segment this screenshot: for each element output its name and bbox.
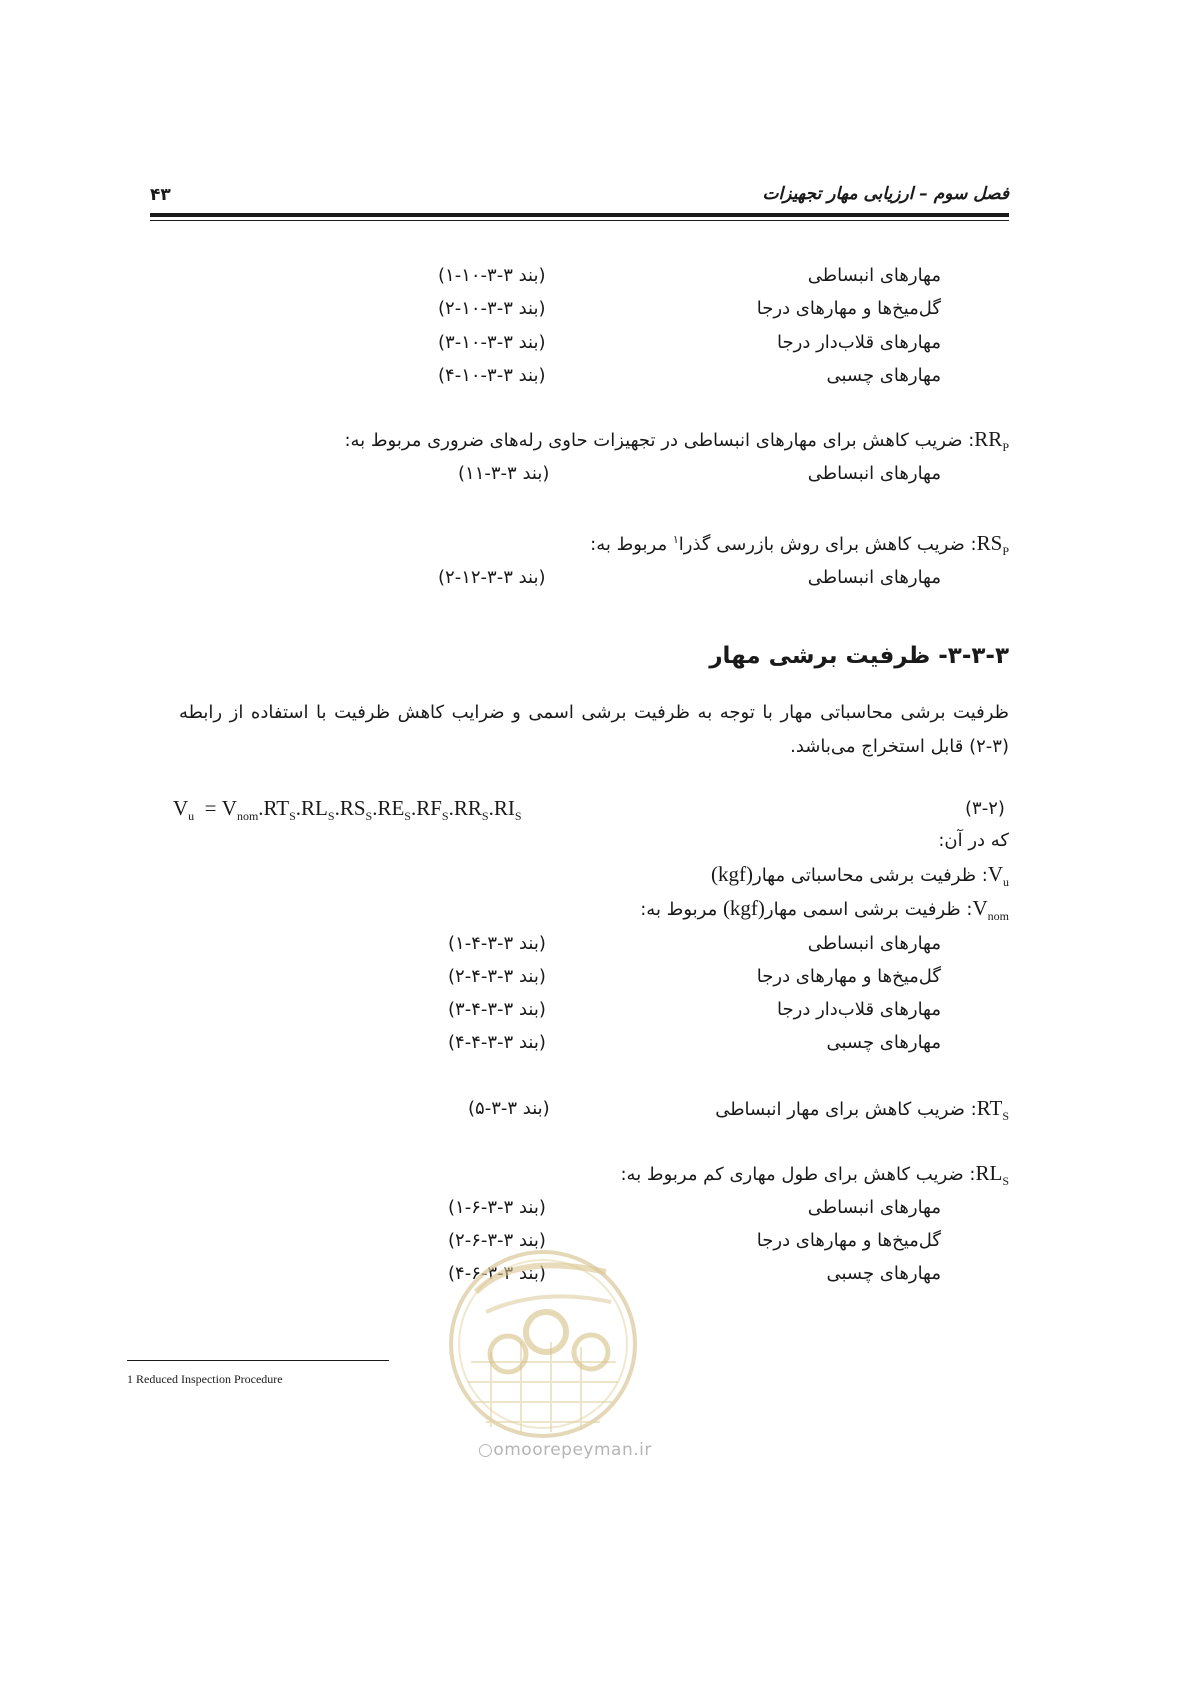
rs-description: : ضریب کاهش برای روش بازرسی گذرا [678, 534, 977, 555]
vu-subscript: u [1003, 875, 1009, 889]
list-item-ref: (بند ۳-۳-۴-۳) [448, 999, 546, 1020]
rs-symbol: RS [976, 531, 1003, 555]
watermark-url [478, 1440, 652, 1460]
list-item-ref: (بند ۳-۳-۱۰-۲) [438, 298, 546, 319]
rr-definition [344, 427, 1009, 459]
eq-dot: . [488, 796, 494, 820]
section-paragraph: ظرفیت برشی محاسباتی مهار با توجه به ظرفیت برشی اسمی و ضرایب کاهش ظرفیت با استفاده از رابطه (۳-۲) قابل استخراج می‌باشد. [179, 702, 1009, 757]
rt-subscript: S [1002, 1109, 1009, 1123]
rl-description: : ضریب کاهش برای طول مهاری کم مربوط به: [620, 1164, 976, 1185]
list-item-label: مهارهای قلاب‌دار درجا [777, 999, 941, 1020]
eq-factor-rt: RT [263, 796, 290, 820]
list-item-label: مهارهای قلاب‌دار درجا [777, 332, 941, 353]
eq-dot: . [448, 796, 454, 820]
page-number: ۴۳ [150, 185, 171, 205]
rr-symbol: RR [974, 427, 1003, 451]
eq-factor-sub: S [404, 809, 411, 823]
eq-factors [258, 796, 522, 823]
list-item-ref: (بند ۳-۳-۴-۱) [448, 933, 546, 954]
eq-factor-sub: S [441, 809, 449, 823]
vnom-subscript: nom [987, 909, 1009, 923]
list-item-label: مهارهای انبساطی [807, 567, 941, 588]
list-item-ref: (بند ۳-۳-۱۱) [458, 463, 550, 484]
eq-lhs-sub: u [188, 809, 195, 823]
rl-symbol: RL [975, 1161, 1003, 1185]
footnote-rule [127, 1360, 389, 1361]
footnote-number: 1 [127, 1372, 133, 1386]
rr-description: : ضریب کاهش برای مهارهای انبساطی در تجهیزات حاوی رله‌های ضروری مربوط به: [344, 430, 975, 451]
list-item-label: گل‌میخ‌ها و مهارهای درجا [756, 1230, 941, 1251]
list-item-ref: (بند ۳-۳-۴-۴) [448, 1032, 546, 1053]
eq-factor-sub: S [289, 809, 296, 823]
eq-factor-re: RE [377, 796, 405, 820]
section-heading: ۳-۳-۳- ظرفیت برشی مهار [709, 643, 1009, 669]
watermark-text: omoorepeyman.ir [493, 1440, 652, 1460]
eq-dot: . [295, 796, 302, 820]
eq-factor-rf: RF [416, 796, 442, 820]
list-item-label: مهارهای چسبی [826, 1263, 941, 1284]
eq-dot: . [410, 796, 417, 820]
vu-symbol: V [987, 862, 1003, 886]
vnom-definition [640, 896, 1009, 928]
rt-symbol: RT [976, 1096, 1003, 1120]
eq-factor-rr: RR [453, 796, 482, 820]
rt-definition [715, 1096, 1009, 1128]
eq-factor-sub: S [327, 809, 335, 823]
watermark-logo [446, 1232, 641, 1462]
equation-number: (۳-۲) [965, 798, 1005, 819]
eq-lhs: V [173, 796, 189, 820]
rl-definition [620, 1161, 1009, 1193]
rl-subscript: S [1002, 1174, 1009, 1188]
eq-dot: . [334, 796, 340, 820]
list-item-ref: (بند ۳-۳-۱۰-۱) [438, 265, 546, 286]
vnom-unit: (kgf) [722, 896, 765, 920]
vnom-symbol: V [972, 896, 988, 920]
list-item-label: مهارهای چسبی [826, 365, 941, 386]
list-item-ref: (بند ۳-۳-۶-۴) [448, 1263, 546, 1284]
footnote-marker: ۱ [672, 533, 679, 546]
eq-factor-rl: RL [301, 796, 328, 820]
rr-subscript: P [1002, 440, 1009, 454]
eq-factor-sub: S [514, 809, 522, 823]
eq-dot: . [372, 796, 378, 820]
rt-description: : ضریب کاهش برای مهار انبساطی [715, 1099, 977, 1120]
footnote-text: Reduced Inspection Procedure [136, 1372, 283, 1386]
rt-ref: (بند ۳-۳-۵) [468, 1098, 550, 1119]
eq-vnom: V [221, 796, 237, 820]
eq-vnom-sub: nom [236, 809, 259, 823]
list-item-label: گل‌میخ‌ها و مهارهای درجا [756, 966, 941, 987]
list-item-ref: (بند ۳-۳-۱۲-۲) [438, 567, 546, 588]
globe-icon: ○ [478, 1440, 494, 1460]
footnote [127, 1372, 283, 1387]
list-item-label: مهارهای انبساطی [807, 1197, 941, 1218]
list-item-ref: (بند ۳-۳-۱۰-۴) [438, 365, 546, 386]
equation: $V_u = V_{nom}.RT_S.RL_S.RS_S.RE_S.RF_S.RR_S.RI_S$ [173, 796, 522, 823]
list-item-label: مهارهای انبساطی [807, 933, 941, 954]
eq-factor-rs: RS [339, 796, 366, 820]
list-item-ref: (بند ۳-۳-۴-۲) [448, 966, 546, 987]
eq-factor-sub: S [481, 809, 489, 823]
header-rule-thick [150, 213, 1009, 217]
list-item-label: مهارهای چسبی [826, 1032, 941, 1053]
rs-description-end: مربوط به: [590, 534, 673, 555]
rs-definition [590, 528, 1009, 563]
list-item-label: مهارهای انبساطی [807, 463, 941, 484]
rs-subscript: P [1002, 544, 1009, 558]
chapter-title: فصل سوم – ارزیابی مهار تجهیزات [762, 184, 1009, 204]
list-item-label: گل‌میخ‌ها و مهارهای درجا [756, 298, 941, 319]
header-rule-thin [150, 220, 1009, 221]
eq-factor-ri: RI [493, 796, 515, 820]
vu-description: : ظرفیت برشی محاسباتی مهار [753, 865, 988, 886]
vnom-description: : ظرفیت برشی اسمی مهار [764, 899, 973, 920]
where-text: که در آن: [938, 830, 1009, 851]
eq-factor-sub: S [365, 809, 373, 823]
vu-unit: (kgf) [711, 862, 753, 886]
vu-definition [711, 862, 1009, 894]
list-item-ref: (بند ۳-۳-۶-۲) [448, 1230, 546, 1251]
list-item-label: مهارهای انبساطی [807, 265, 941, 286]
eq-dot: . [258, 796, 264, 820]
list-item-ref: (بند ۳-۳-۱۰-۳) [438, 332, 546, 353]
vnom-description-end: مربوط به: [640, 899, 723, 920]
list-item-ref: (بند ۳-۳-۶-۱) [448, 1197, 546, 1218]
